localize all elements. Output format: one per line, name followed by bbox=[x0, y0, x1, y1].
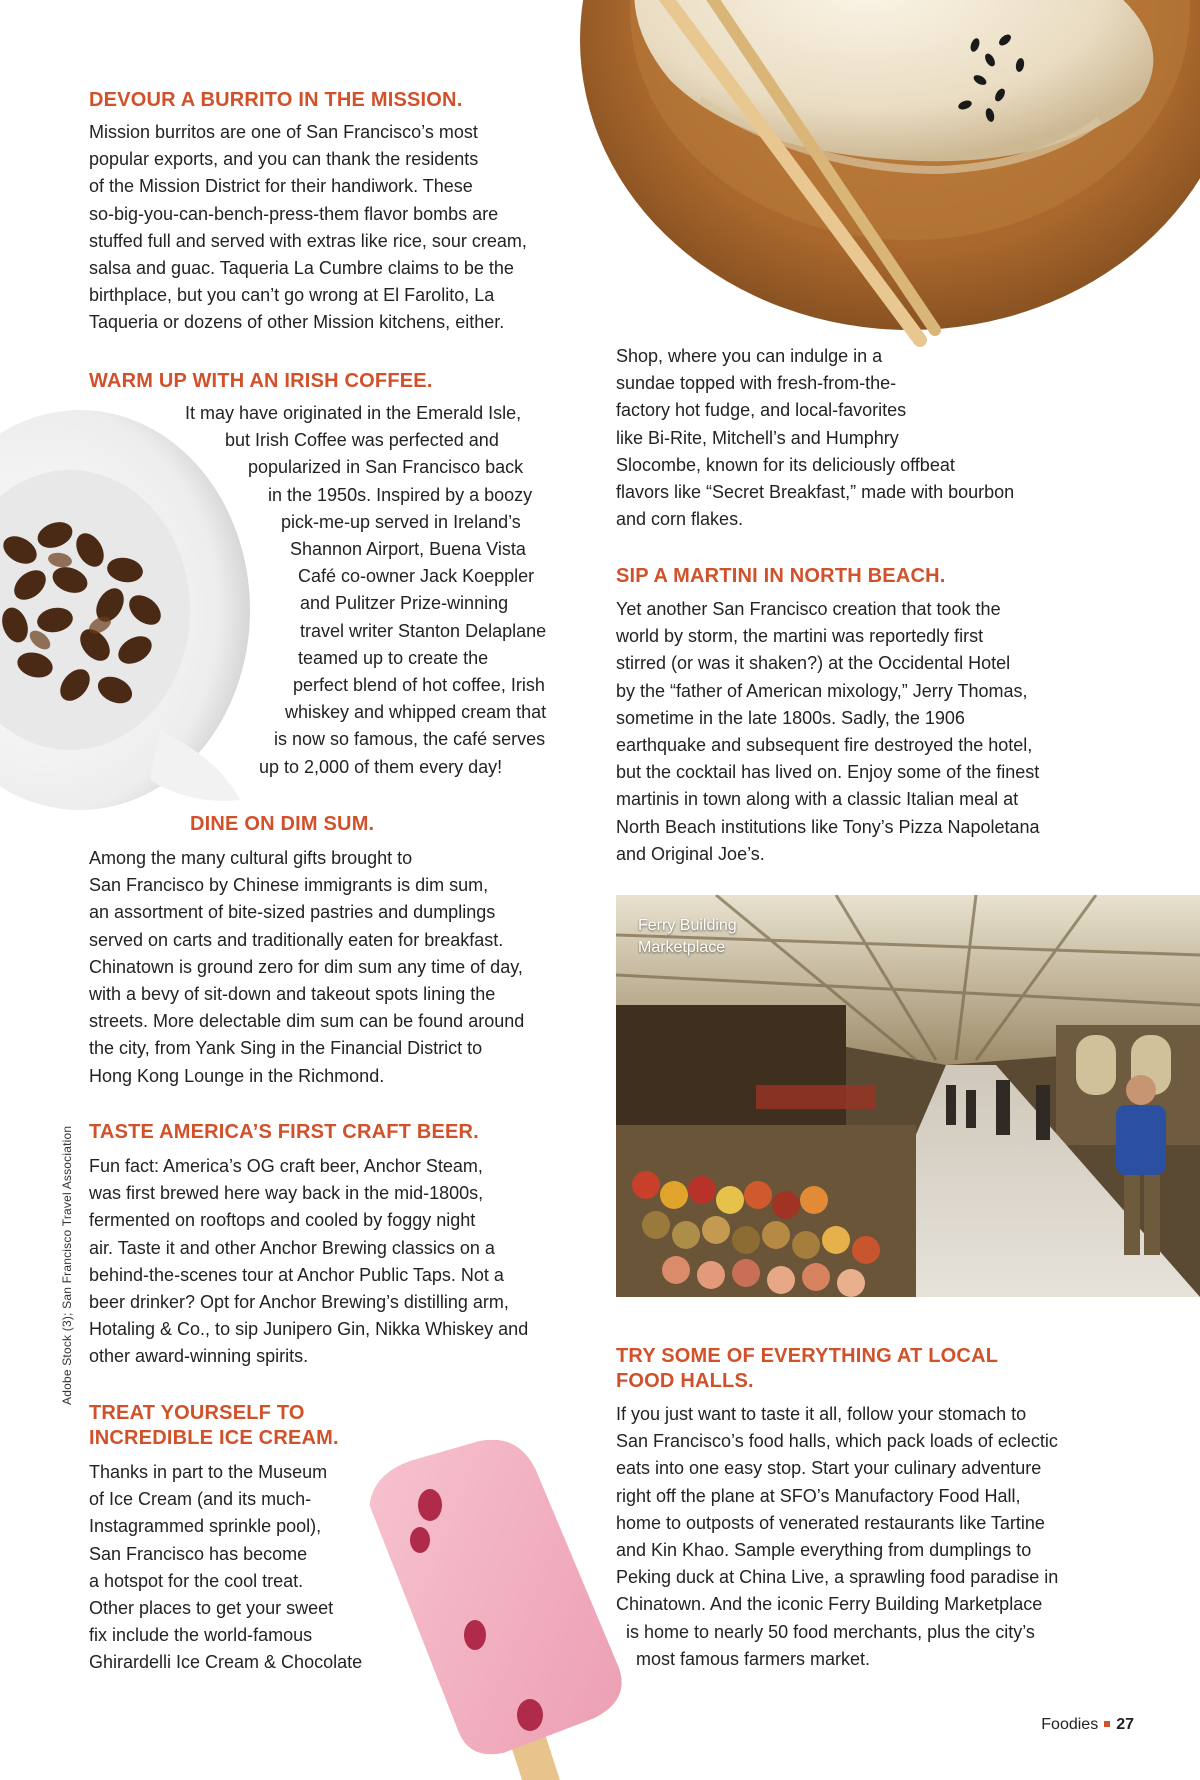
body-food-halls: If you just want to taste it all, follow your stomach to San Francisco’s food halls, which pack loads of eclectic eats into one easy stop. Start your culinary adventure right off the plane at SFO’s Manufactory Food Hall, home to outposts of venerated restaurants like Tartine and Kin Khao. Sample everything from dumplings to Peking duck at China Live, a sprawling food paradise in Chinatown. And the iconic Ferry Building Marketplace is home to nearly 50 food merchants, plus the city’s most famous farmers market. bbox=[616, 1404, 1059, 1669]
heading-irish-coffee: WARM UP WITH AN IRISH COFFEE. bbox=[89, 370, 433, 392]
popsicle-image bbox=[360, 1440, 640, 1780]
heading-martini: SIP A MARTINI IN NORTH BEACH. bbox=[616, 565, 946, 587]
body-ice-cream-continued: Shop, where you can indulge in a sundae topped with fresh-from-the- factory hot fudge, and local-favorites like Bi-Rite, Mitchell’s and Humphry Slocombe, known for its deliciously offbeat flavors like “Secret Breakfast,” made with bourbon and corn flakes. bbox=[616, 346, 1015, 530]
body-dim-sum: Among the many cultural gifts brought to San Francisco by Chinese immigrants is dim sum, an assortment of bite-sized pastries and dumplings served on carts and traditionally eaten for breakfast. Chinatown is ground zero for dim sum any time of day, with a bevy of sit-down and takeout spots lining the streets. More delectable dim sum can be found around the city, from Yank Sing in the Financial District to Hong Kong Lounge in the Richmond. bbox=[89, 848, 525, 1086]
photo-credit: Adobe Stock (3); San Francisco Travel Association bbox=[60, 1125, 74, 1405]
page-footer bbox=[1041, 1716, 1134, 1734]
ferry-building-photo bbox=[616, 895, 1200, 1297]
heading-craft-beer: TASTE AMERICA’S FIRST CRAFT BEER. bbox=[89, 1121, 479, 1143]
heading-dim-sum: DINE ON DIM SUM. bbox=[190, 813, 375, 835]
heading-food-halls: TRY SOME OF EVERYTHING AT LOCAL FOOD HALLS. bbox=[616, 1345, 999, 1392]
body-irish-coffee: It may have originated in the Emerald Isle, but Irish Coffee was perfected and popularized in San Francisco back in the 1950s. Inspired by a boozy pick-me-up served in Ireland’s Shannon Airport, Buena Vista Café co-owner Jack Koeppler and Pulitzer Prize-winning travel writer Stanton Delaplane teamed up to create the perfect blend of hot coffee, Irish whiskey and whipped cream that is now so famous, the café serves up to 2,000 of them every day! bbox=[185, 403, 547, 777]
heading-burrito: DEVOUR A BURRITO IN THE MISSION. bbox=[89, 89, 463, 111]
dumpling-bowl-image bbox=[580, 0, 1200, 360]
footer-dot bbox=[1104, 1721, 1110, 1727]
body-martini: Yet another San Francisco creation that took the world by storm, the martini was reportedly first stirred (or was it shaken?) at the Occidental Hotel by the “father of American mixology,” Jerry Thomas, sometime in the late 1800s. Sadly, the 1906 earthquake and subsequent fire destroyed the hotel, but the cocktail has lived on. Enjoy some of the finest martinis in town along with a classic Italian meal at North Beach institutions like Tony’s Pizza Napoletana and Original Joe’s. bbox=[616, 599, 1040, 864]
photo-caption: Ferry Building Marketplace bbox=[638, 917, 737, 956]
heading-ice-cream: TREAT YOURSELF TO INCREDIBLE ICE CREAM. bbox=[89, 1402, 339, 1449]
body-craft-beer: Fun fact: America’s OG craft beer, Anchor Steam, was first brewed here way back in the mid-1800s, fermented on rooftops and cooled by foggy night air. Taste it and other Anchor Brewing classics on a behind-the-scenes tour at Anchor Public Taps. Not a beer drinker? Opt for Anchor Brewing’s distilling arm, Hotaling & Co., to sip Junipero Gin, Nikka Whiskey and other award-winning spirits. bbox=[89, 1156, 529, 1367]
page-number: 27 bbox=[1116, 1716, 1134, 1733]
body-burrito: Mission burritos are one of San Francisco’s most popular exports, and you can thank the residents of the Mission District for their handiwork. These so-big-you-can-bench-press-them flavor bombs are stuffed full and served with extras like rice, sour cream, salsa and guac. Taqueria La Cumbre claims to be the birthplace, but you can’t go wrong at El Farolito, La Taqueria or dozens of other Mission kitchens, either. bbox=[89, 122, 527, 333]
footer-section: Foodies bbox=[1041, 1716, 1099, 1733]
body-ice-cream: Thanks in part to the Museum of Ice Cream (and its much- Instagrammed sprinkle pool), San Francisco has become a hotspot for the cool treat. Other places to get your sweet fix include the world-famous Ghirardelli Ice Cream & Chocolate bbox=[89, 1462, 363, 1673]
